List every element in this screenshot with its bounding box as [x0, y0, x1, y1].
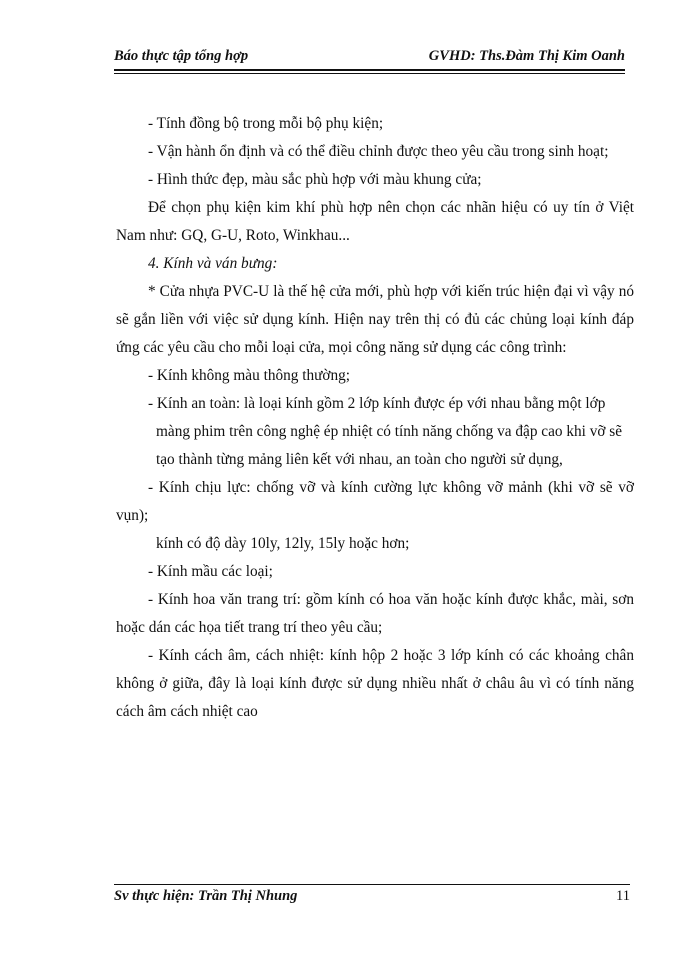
page-header — [114, 46, 625, 70]
header-report-title: Báo thực tập tổng hợp — [114, 48, 249, 64]
paragraph: kính có độ dày 10ly, 12ly, 15ly hoặc hơn; — [156, 535, 410, 552]
paragraph: Để chọn phụ kiện kim khí phù hợp nên chọn các nhãn hiệu có uy tín ở Việt Nam như: GQ, G-U, Roto, Winkhau... — [116, 199, 634, 244]
paragraph: - Kính mầu các loại; — [148, 563, 273, 580]
paragraph: - Kính không màu thông thường; — [148, 367, 351, 384]
paragraph: - Tính đồng bộ trong mỗi bộ phụ kiện; — [148, 115, 384, 132]
paragraph: màng phim trên công nghệ ép nhiệt có tính năng chống va đập cao khi vỡ sẽ — [156, 423, 623, 440]
paragraph: - Vận hành ổn định và có thể điều chỉnh được theo yêu cầu trong sinh hoạt; — [148, 143, 609, 160]
paragraph: * Cửa nhựa PVC-U là thế hệ cửa mới, phù hợp với kiến trúc hiện đại vì vậy nó sẽ gắn liền với việc sử dụng kính. Hiện nay trên thị có đủ các chủng loại kính đáp ứng các yêu cầu cho mỗi loại cửa, mọi công năng sử dụng các công trình: — [116, 283, 634, 356]
paragraph: - Kính chịu lực: chống vỡ và kính cường lực không vỡ mảnh (khi vỡ sẽ vỡ vụn); — [116, 479, 634, 524]
footer-student: Sv thực hiện: Trần Thị Nhung — [114, 888, 298, 904]
header-rule — [114, 69, 625, 71]
header-rule-thin — [114, 73, 625, 74]
paragraph: - Kính cách âm, cách nhiệt: kính hộp 2 hoặc 3 lớp kính có các khoảng chân không ở giữa, đây là loại kính được sử dụng nhiều nhất ở châu âu vì có tính năng cách âm cách nhiệt cao — [116, 647, 634, 720]
footer-rule — [114, 884, 630, 885]
page-footer — [114, 886, 630, 908]
page-number: 11 — [616, 888, 630, 904]
paragraph: - Kính hoa văn trang trí: gồm kính có hoa văn hoặc kính được khắc, mài, sơn hoặc dán các họa tiết trang trí theo yêu cầu; — [116, 591, 634, 636]
paragraph: - Hình thức đẹp, màu sắc phù hợp với màu khung cửa; — [148, 171, 482, 188]
section-heading: 4. Kính và ván bưng: — [148, 255, 278, 272]
page-body — [116, 110, 634, 726]
paragraph: - Kính an toàn: là loại kính gồm 2 lớp kính được ép với nhau bằng một lớp — [148, 395, 606, 412]
paragraph: tạo thành từng mảng liên kết với nhau, an toàn cho người sử dụng, — [156, 451, 563, 468]
header-supervisor: GVHD: Ths.Đàm Thị Kim Oanh — [428, 48, 625, 64]
